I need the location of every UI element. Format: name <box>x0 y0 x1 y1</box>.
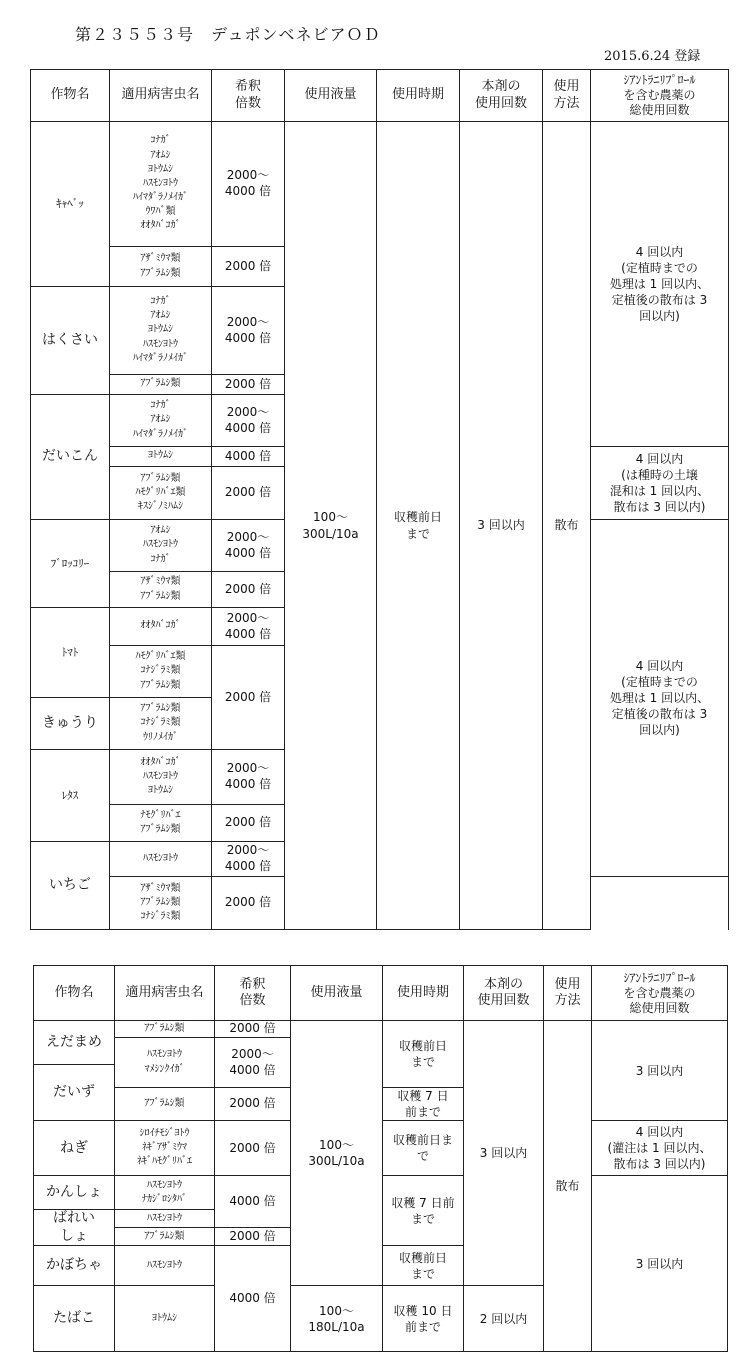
text-line: ｺﾅｶﾞ <box>150 296 171 308</box>
text-line: ﾏﾒｼﾝｸｲｶﾞ <box>144 1063 185 1075</box>
crop-cell <box>34 1210 115 1246</box>
dilution-cell: 4000 倍 <box>215 1246 291 1352</box>
text-line: 散布は 3 回以内) <box>613 500 706 515</box>
text-line: 4000 倍 <box>224 420 272 435</box>
pest-cell <box>110 247 212 287</box>
col-timing: 使用時期 <box>377 70 460 122</box>
text-line: 前まで <box>404 1319 441 1334</box>
text-line: ﾖﾄｳﾑｼ <box>148 785 173 797</box>
text-line: ｱｻﾞﾐｳﾏ類 <box>140 253 181 265</box>
text-line: 180L/10a <box>308 1319 365 1334</box>
registration-date: 2015.6.24 登録 <box>604 49 701 64</box>
total-cell: 3 回以内 <box>592 1176 728 1352</box>
text-line: ﾊﾓｸﾞﾘﾊﾞｴ類 <box>135 486 186 498</box>
timing-cell <box>383 1088 464 1121</box>
crop-cell: だいず <box>34 1065 115 1121</box>
dilution-cell <box>212 287 285 375</box>
col-dilution: 希釈 倍数 <box>212 70 285 122</box>
crop-cell: いちご <box>31 842 110 930</box>
dilution-cell <box>212 395 285 447</box>
text-line: 4 回以内 <box>635 244 684 259</box>
crop-cell: かんしょ <box>34 1176 115 1210</box>
crop-cell: たばこ <box>34 1286 115 1352</box>
text-line: ｱﾌﾞﾗﾑｼ類 <box>140 267 181 279</box>
text-line: ｱｵﾑｼ <box>150 310 171 322</box>
table-row <box>34 1021 728 1038</box>
text-line: ｷｽｼﾞﾉﾐﾊﾑｼ <box>138 501 183 513</box>
pest-cell: ﾖﾄｳﾑｼ <box>115 1286 215 1352</box>
dilution-cell: 4000 倍 <box>212 447 285 467</box>
text-line: ﾊｲﾏﾀﾞﾗﾉﾒｲｶﾞ <box>133 352 188 364</box>
pest-cell: ｵｵﾀﾊﾞｺｶﾞ <box>110 608 212 646</box>
text-line: ﾊｲﾏﾀﾞﾗﾉﾒｲｶﾞ <box>133 192 188 204</box>
text-line: 収穫 7 日前 <box>391 1195 455 1210</box>
text-line: まで <box>410 1055 435 1069</box>
text-line: ｺﾅｶﾞ <box>150 135 171 147</box>
pest-cell <box>110 572 212 608</box>
text-line: 4000 倍 <box>229 1062 276 1077</box>
count-cell: 3 回以内 <box>464 1021 544 1286</box>
pest-cell: ｱﾌﾞﾗﾑｼ類 <box>115 1021 215 1038</box>
table-row <box>31 122 729 247</box>
col-pest: 適用病害虫名 <box>115 966 215 1021</box>
text-line: まで <box>405 526 430 541</box>
dilution-cell <box>212 750 285 805</box>
text-line: 4 回以内 <box>635 658 684 673</box>
method-cell: 散布 <box>544 1021 592 1352</box>
text-line: 収穫 7 日 <box>397 1089 449 1103</box>
pest-cell <box>115 1038 215 1088</box>
header-row <box>34 966 728 1021</box>
timing-cell <box>383 1021 464 1088</box>
dilution-cell: 4000 倍 <box>215 1176 291 1228</box>
text-line: 4000 倍 <box>224 626 272 641</box>
dilution-cell: 2000 倍 <box>215 1021 291 1038</box>
pest-cell <box>110 287 212 375</box>
crop-cell: ﾄﾏﾄ <box>31 608 110 698</box>
text-line: まで <box>410 1211 435 1226</box>
col-count: 本剤の 使用回数 <box>464 966 544 1021</box>
text-line: ｱｻﾞﾐｳﾏ類 <box>140 882 181 894</box>
text-line: ﾊｽﾓﾝﾖﾄｳ <box>143 177 178 189</box>
count-cell: 2 回以内 <box>464 1286 544 1352</box>
pest-cell <box>110 750 212 805</box>
crop-cell: えだまめ <box>34 1021 115 1065</box>
text-line: 4000 倍 <box>224 777 272 791</box>
pest-cell: ｱﾌﾞﾗﾑｼ類 <box>115 1228 215 1246</box>
dilution-cell: 2000 倍 <box>215 1088 291 1121</box>
text-line: ｳﾘﾉﾒｲｶﾞ <box>143 731 178 743</box>
header-row <box>31 70 729 122</box>
col-volume: 使用液量 <box>291 966 383 1021</box>
text-line: ｵｵﾀﾊﾞｺｶﾞ <box>140 220 181 232</box>
crop-cell: だいこん <box>31 395 110 520</box>
pest-cell <box>110 877 212 930</box>
col-total: ｼｱﾝﾄﾗﾆﾘﾌﾟﾛｰﾙ を含む農薬の 総使用回数 <box>592 966 728 1021</box>
col-total: ｼｱﾝﾄﾗﾆﾘﾌﾟﾛｰﾙ を含む農薬の 総使用回数 <box>591 70 729 122</box>
dilution-cell: 2000 倍 <box>212 805 285 842</box>
crop-cell: かぼちゃ <box>34 1246 115 1286</box>
pest-cell: ﾊｽﾓﾝﾖﾄｳ <box>110 842 212 877</box>
text-line: 収穫前日 <box>393 510 442 525</box>
text-line: (は種時の土壌 <box>621 467 698 482</box>
pest-cell <box>110 646 212 698</box>
dilution-cell: 2000 倍 <box>212 467 285 520</box>
col-method: 使用 方法 <box>544 966 592 1021</box>
crop-cell: ねぎ <box>34 1121 115 1176</box>
total-cell <box>591 520 729 877</box>
dilution-cell <box>212 608 285 646</box>
text-line: 300L/10a <box>302 526 359 541</box>
text-line: 収穫前日 <box>398 1038 447 1053</box>
text-line: ﾖﾄｳﾑｼ <box>148 163 173 175</box>
application-table-2 <box>33 965 728 1352</box>
text-line: ｱﾌﾞﾗﾑｼ類 <box>140 590 181 602</box>
text-line: ｱｵﾑｼ <box>150 149 171 161</box>
text-line: ﾊﾓｸﾞﾘﾊﾞｴ類 <box>135 651 186 663</box>
col-dilution: 希釈 倍数 <box>215 966 291 1021</box>
text-line: ｺﾅｼﾞﾗﾐ類 <box>140 911 181 923</box>
text-line: ｵｵﾀﾊﾞｺｶﾞ <box>140 756 181 768</box>
text-line: ﾊｽﾓﾝﾖﾄｳ <box>143 338 178 350</box>
text-line: 100～ <box>319 1303 354 1318</box>
text-line: 2000～ <box>226 761 270 776</box>
col-pest: 適用病害虫名 <box>110 70 212 122</box>
dilution-cell: 2000 倍 <box>215 1228 291 1246</box>
text-line: 4 回以内 <box>635 451 684 466</box>
total-cell <box>591 122 729 447</box>
pest-cell <box>110 520 212 572</box>
text-line: ﾊｲﾏﾀﾞﾗﾉﾒｲｶﾞ <box>133 428 188 440</box>
text-line: 収穫前日ま <box>392 1133 453 1148</box>
text-line: 4000 倍 <box>224 859 272 873</box>
text-line: ﾊｽﾓﾝﾖﾄｳ <box>143 770 178 782</box>
text-line: まで <box>410 1266 435 1281</box>
dilution-cell: 2000 倍 <box>212 646 285 750</box>
pest-cell: ﾖﾄｳﾑｼ <box>110 447 212 467</box>
total-cell <box>591 447 729 520</box>
pest-cell <box>110 122 212 247</box>
text-line: で <box>416 1149 429 1164</box>
col-crop: 作物名 <box>31 70 110 122</box>
document-title: 第２３５５３号 デュポンベネビアＯＤ <box>75 25 381 44</box>
text-line: 300L/10a <box>308 1154 365 1169</box>
text-line: 散布は 3 回以内) <box>613 1157 706 1172</box>
text-line: 2000～ <box>231 1046 274 1061</box>
timing-cell <box>383 1246 464 1286</box>
dilution-cell: 2000 倍 <box>212 877 285 930</box>
timing-cell <box>377 122 460 930</box>
text-line: 混和は 1 回以内、 <box>609 484 710 498</box>
method-cell: 散布 <box>543 122 591 930</box>
pest-cell: ﾊｽﾓﾝﾖﾄｳ <box>115 1210 215 1228</box>
text-line: 2000～ <box>226 843 270 858</box>
text-line: ｱｵﾑｼ <box>150 414 171 426</box>
crop-cell: はくさい <box>31 287 110 395</box>
text-line: 2000～ <box>226 529 270 544</box>
text-line: 回以内) <box>639 723 680 738</box>
text-line: 4000 倍 <box>224 330 272 345</box>
text-line: 定植後の散布は 3 <box>611 293 708 308</box>
pest-cell <box>110 467 212 520</box>
pest-cell <box>110 395 212 447</box>
text-line: (定植時までの <box>621 674 698 689</box>
text-line: 100～ <box>313 510 348 525</box>
pest-cell: ｱﾌﾞﾗﾑｼ類 <box>115 1088 215 1121</box>
text-line: ﾅｶｼﾞﾛｼﾀﾊﾞ <box>142 1193 187 1205</box>
total-cell: 3 回以内 <box>592 1021 728 1121</box>
col-count: 本剤の 使用回数 <box>460 70 543 122</box>
pest-cell: ﾊｽﾓﾝﾖﾄｳ <box>115 1246 215 1286</box>
text-line: ｱﾌﾞﾗﾑｼ類 <box>140 703 181 715</box>
text-line: 4000 倍 <box>224 545 272 560</box>
text-line: ｼﾛｲﾁﾓｼﾞﾖﾄｳ <box>139 1128 190 1140</box>
text-line: 回以内) <box>639 309 680 324</box>
dilution-cell: 2000 倍 <box>212 375 285 395</box>
pest-cell <box>110 805 212 842</box>
timing-cell <box>383 1121 464 1176</box>
text-line: 定植後の散布は 3 <box>611 707 708 722</box>
text-line: ﾖﾄｳﾑｼ <box>148 324 173 336</box>
volume-cell <box>291 1021 383 1286</box>
pest-cell <box>110 698 212 750</box>
text-line: (灌注は 1 回以内、 <box>607 1141 712 1156</box>
text-line: (定植時までの <box>621 260 698 275</box>
text-line: ﾊｽﾓﾝﾖﾄｳ <box>147 1179 182 1191</box>
text-line: 2000～ <box>226 404 270 419</box>
text-line: 4000 倍 <box>224 184 272 198</box>
text-line: 4 回以内 <box>635 1125 684 1140</box>
count-cell: 3 回以内 <box>460 122 543 930</box>
text-line: ｱｻﾞﾐｳﾏ類 <box>140 576 181 588</box>
text-line: ﾈｷﾞﾊﾓｸﾞﾘﾊﾞｴ <box>137 1156 192 1168</box>
dilution-cell: 2000 倍 <box>215 1121 291 1176</box>
timing-cell <box>383 1176 464 1246</box>
text-line: ｺﾅｶﾞ <box>150 553 171 565</box>
text-line: ばれい <box>53 1210 95 1227</box>
text-line: ｱﾌﾞﾗﾑｼ類 <box>140 824 181 835</box>
col-volume: 使用液量 <box>285 70 377 122</box>
dilution-cell <box>212 520 285 572</box>
crop-cell: ﾌﾞﾛｯｺﾘｰ <box>31 520 110 608</box>
text-line: 2000～ <box>226 168 270 183</box>
text-line: ｱﾌﾞﾗﾑｼ類 <box>140 896 181 908</box>
text-line: 処理は 1 回以内、 <box>609 690 710 705</box>
text-line: ｱﾌﾞﾗﾑｼ類 <box>140 472 181 484</box>
text-line: ﾅﾓｸﾞﾘﾊﾞｴ <box>140 809 181 821</box>
text-line: ｺﾅｼﾞﾗﾐ類 <box>140 665 181 677</box>
dilution-cell: 2000 倍 <box>212 572 285 608</box>
pest-cell <box>115 1121 215 1176</box>
crop-cell: きゅうり <box>31 698 110 750</box>
application-table-1 <box>30 69 729 930</box>
total-cell <box>592 1121 728 1176</box>
text-line: ﾊｽﾓﾝﾖﾄｳ <box>147 1049 182 1061</box>
text-line: 収穫 10 日 <box>393 1303 453 1318</box>
text-line: ｳﾜﾊﾞ類 <box>145 206 176 218</box>
text-line: 前まで <box>404 1105 441 1120</box>
pest-cell: ｱﾌﾞﾗﾑｼ類 <box>110 375 212 395</box>
text-line: 処理は 1 回以内、 <box>609 276 710 291</box>
text-line: ｱﾌﾞﾗﾑｼ類 <box>140 679 181 691</box>
col-timing: 使用時期 <box>383 966 464 1021</box>
text-line: ｺﾅｶﾞ <box>150 400 171 412</box>
dilution-cell <box>215 1038 291 1088</box>
text-line: ﾊｽﾓﾝﾖﾄｳ <box>143 539 178 551</box>
crop-cell: ﾚﾀｽ <box>31 750 110 842</box>
pest-cell <box>115 1176 215 1210</box>
col-method: 使用 方法 <box>543 70 591 122</box>
text-line: ｺﾅｼﾞﾗﾐ類 <box>140 717 181 729</box>
text-line: ｱｵﾑｼ <box>150 525 171 537</box>
dilution-cell <box>212 122 285 247</box>
volume-cell <box>285 122 377 930</box>
crop-cell: ｷｬﾍﾞｯ <box>31 122 110 287</box>
text-line: 収穫前日 <box>398 1250 447 1265</box>
dilution-cell: 2000 倍 <box>212 247 285 287</box>
dilution-cell <box>212 842 285 877</box>
text-line: ﾈｷﾞｱｻﾞﾐｳﾏ <box>142 1142 187 1154</box>
text-line: 2000～ <box>226 314 270 329</box>
text-line: しょ <box>60 1227 88 1244</box>
text-line: 2000～ <box>226 610 270 625</box>
text-line: 100～ <box>319 1138 354 1152</box>
col-crop: 作物名 <box>34 966 115 1021</box>
